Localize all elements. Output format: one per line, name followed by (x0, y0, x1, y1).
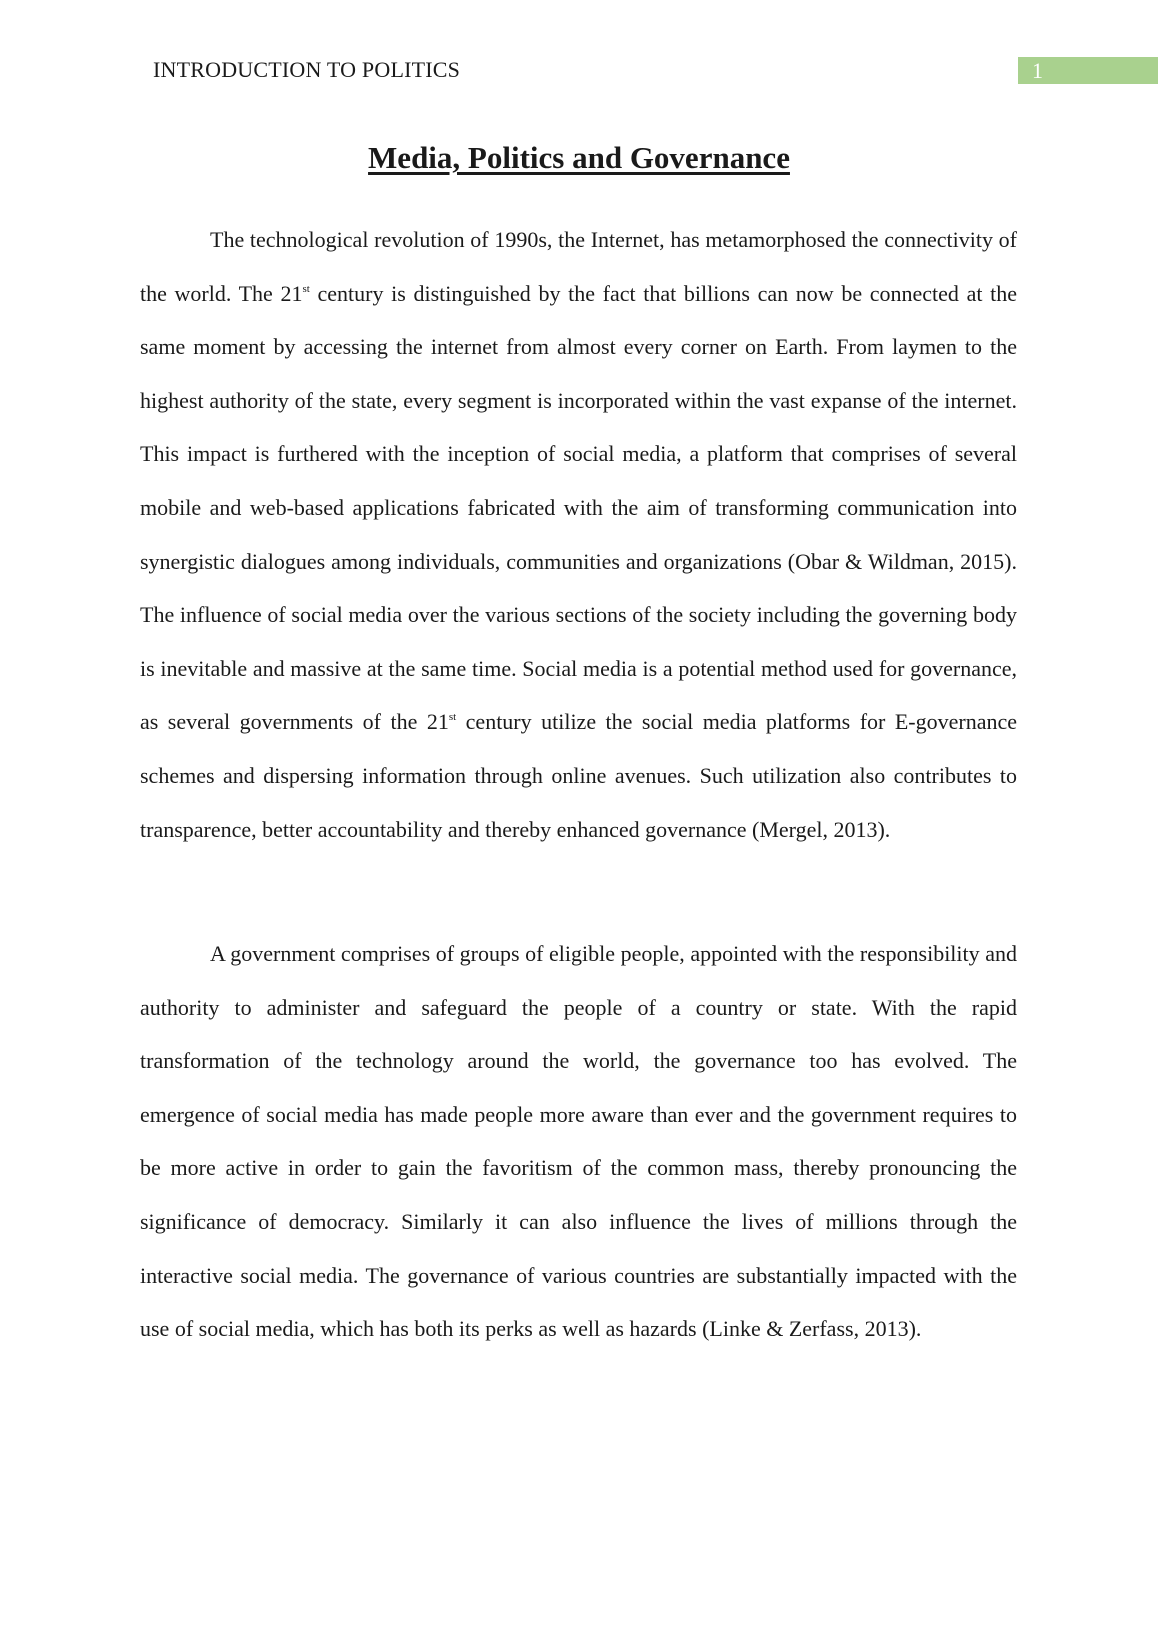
document-title: Media, Politics and Governance (368, 140, 790, 175)
paragraph-text: century is distinguished by the fact that billions can now be connected at the same moment by accessing the internet from almost every corner on Earth. From laymen to the highest authority of the state, every segment is incorporated within the vast expanse of the internet. This impact is furthered with the inception of social media, a platform that comprises of several mobile and web-based applications fabricated with the aim of transforming communication into synergistic dialogues among individuals, communities and organizations (Obar & Wildman, 2015). The influence of social media over the various sections of the society including the governing body is inevitable and massive at the same time. Social media is a potential method used for governance, as several governments of the 21 (140, 280, 1017, 735)
running-header: INTRODUCTION TO POLITICS (153, 57, 461, 82)
superscript-st: st (448, 711, 457, 724)
body-paragraph-2 (140, 927, 1017, 1356)
body-paragraph-1 (140, 213, 1017, 856)
paragraph-text: A government comprises of groups of eligible people, appointed with the responsibility and authority to administer and safeguard the people of a country or state. With the rapid transformation of the technology around the world, the governance too has evolved. The emergence of social media has made people more aware than ever and the government requires to be more active in order to gain the favoritism of the common mass, thereby pronouncing the significance of democracy. Similarly it can also influence the lives of millions through the interactive social media. The governance of various countries are substantially impacted with the use of social media, which has both its perks as well as hazards (Linke & Zerfass, 2013). (140, 941, 1017, 1342)
page-number-badge (1018, 57, 1158, 84)
paragraph-text: century utilize the social media platforms for E-governance schemes and dispersing information through online avenues. Such utilization also contributes to transparence, better accountability and thereby enhanced governance (Mergel, 2013). (140, 709, 1017, 842)
page-number: 1 (1032, 58, 1043, 83)
paragraph-text: The technological revolution of 1990s, the Internet, has metamorphosed the connectivity of the world. The 21 (140, 227, 1017, 306)
superscript-st: st (302, 282, 310, 295)
